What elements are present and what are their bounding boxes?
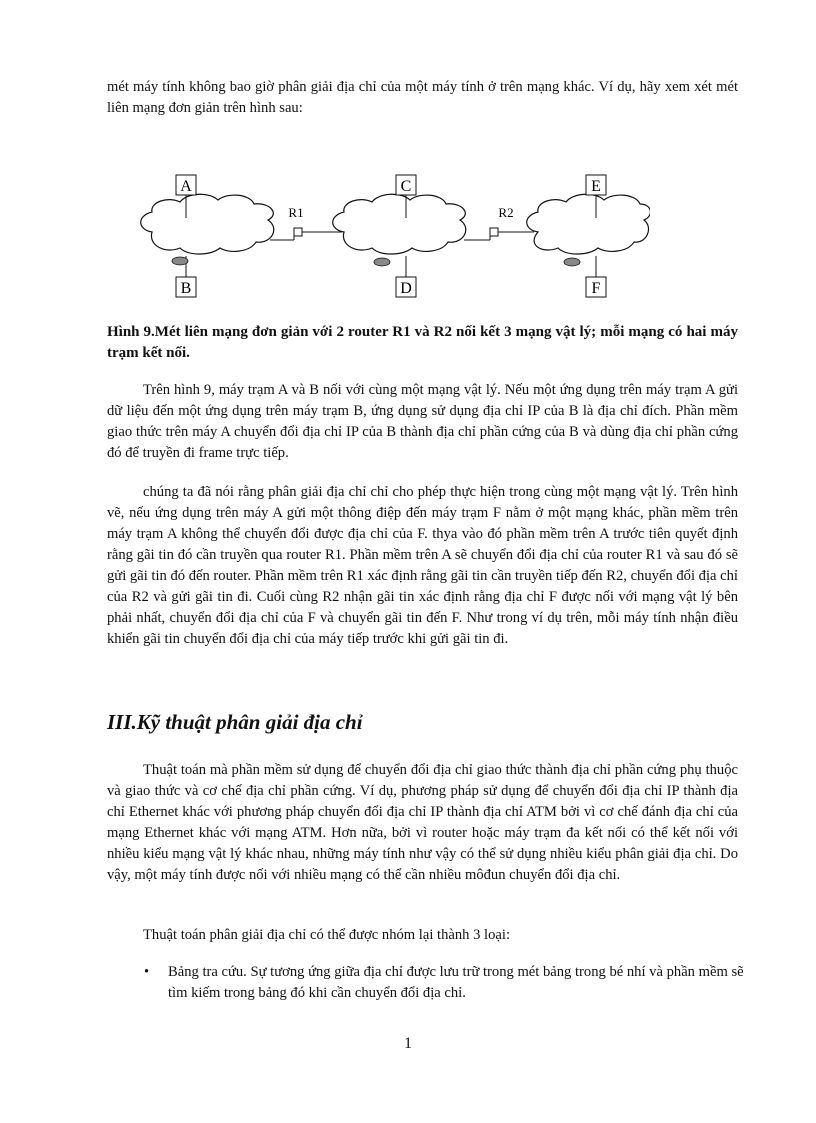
host-f-label: F (591, 280, 601, 297)
body-paragraph-2: chúng ta đã nói rằng phân giải địa chỉ chỉ cho phép thực hiện trong cùng một mạng vật lý. Trên hình vẽ, nếu ứng dụng trên máy A gửi một thông điệp đến máy trạm F nằm ở một mạng khác, phần mềm trên máy trạm A không thể chuyển đổi được địa chỉ của F. thya vào đó phần mềm trên A trước tiên quyết định rằng gãi tin đó cần truyền qua router R1. Phần mềm trên A sẽ chuyển đổi địa chỉ của router R1 và sau đó sẽ gửi gãi tin đó đến router. Phần mềm trên R1 xác định rằng gãi tin cần truyền tiếp đến R2, chuyển đổi địa chỉ của R2 và gửi gãi tin đi. Cuối cùng R2 nhận gãi tin xác định rằng địa chỉ F được nối với mạng vật lý bên phải nhất, chuyển đổi địa chỉ của F và chuyển gãi tin đến F. Như trong ví dụ trên, mỗi máy tính nhận điều khiển gãi tin chuyển đổi địa chỉ của máy tiếp trước khi gửi gãi tin đi. (107, 484, 738, 647)
section-heading: III.Kỹ thuật phân giải địa chỉ (107, 710, 363, 734)
list-item-text: Bảng tra cứu. Sự tương ứng giữa địa chỉ được lưu trữ trong mét bảng trong bé nhí và phần mềm sẽ tìm kiếm trong bảng đó khi cần chuyển đổi địa chỉ. (168, 964, 744, 1001)
body-paragraph-3: Thuật toán mà phần mềm sử dụng để chuyển đổi địa chỉ giao thức thành địa chỉ phần cứng phụ thuộc và giao thức và cơ chế địa chỉ phần cứng. Ví dụ, phương pháp sử dụng để chuyển đổi địa chỉ IP thành địa chỉ Ethernet khác với phương pháp chuyển đổi địa chỉ IP thành địa chỉ ATM bởi vì cơ chế đánh địa chỉ của mạng Ethernet khác với mạng ATM. Hơn nữa, bởi vì router hoặc máy trạm đa kết nối có thể kết nối với nhiều kiểu mạng vật lý khác nhau, những máy tính như vậy có thể sử dụng nhiều kiểu phân giải địa chỉ. Do vậy, một máy tính được nối với nhiều mạng có thể cần nhiều môđun chuyển đổi địa chỉ. (107, 762, 738, 883)
router-r1-port (294, 228, 302, 236)
router-r2-label: R2 (498, 205, 514, 220)
list-item (144, 962, 762, 1004)
network-cloud-1 (141, 194, 274, 254)
body-paragraph-1: Trên hình 9, máy trạm A và B nối với cùng một mạng vật lý. Nếu một ứng dụng trên máy trạm A gửi dữ liệu đến một ứng dụng trên máy trạm B, ứng dụng sử dụng địa chỉ IP của B là địa chỉ đích. Phần mềm giao thức trên máy A chuyển đổi địa chỉ IP của B thành địa chỉ phần cứng của B và dùng địa chỉ phần cứng đó để truyền đi frame trực tiếp. (107, 382, 738, 461)
network-tap-icon (374, 258, 390, 266)
network-cloud-2 (333, 194, 466, 254)
host-c-label: C (400, 178, 412, 195)
host-a-label: A (180, 178, 192, 195)
router-r1-label: R1 (288, 205, 304, 220)
network-cloud-3 (527, 194, 650, 254)
body-paragraph-4: Thuật toán phân giải địa chỉ có thể được nhóm lại thành 3 loại: (143, 927, 510, 943)
bullet-icon: • (144, 964, 150, 980)
network-tap-icon (564, 258, 580, 266)
network-tap-icon (172, 257, 188, 265)
internetwork-diagram (130, 170, 650, 305)
figure-caption: Hình 9.Mét liên mạng đơn giản với 2 router R1 và R2 nối kết 3 mạng vật lý; mỗi mạng có hai máy trạm kết nối. (107, 324, 738, 361)
host-e-label: E (591, 178, 601, 195)
host-b-label: B (180, 280, 192, 297)
intro-paragraph: mét máy tính không bao giờ phân giải địa chỉ của một máy tính ở trên mạng khác. Ví dụ, hãy xem xét mét liên mạng đơn giản trên hình sau: (107, 79, 738, 116)
host-d-label: D (400, 280, 412, 297)
page-number: 1 (404, 1035, 412, 1052)
router-r2-port (490, 228, 498, 236)
